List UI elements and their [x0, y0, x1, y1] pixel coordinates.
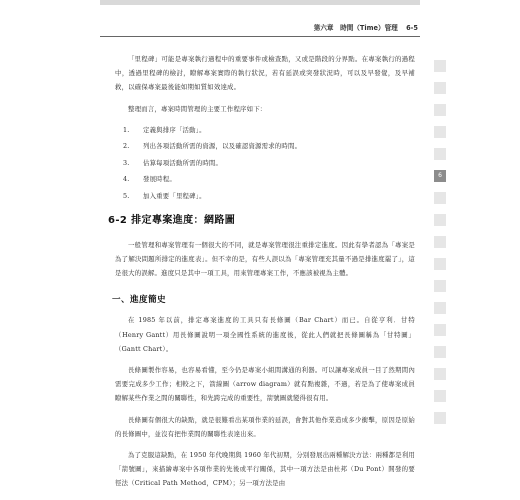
section-paragraph: 一般管理和專案管理有一個很大的不同，就是專案管理很注重排定進度。因此有學者認為「專案是為了解決問題所排定的進度表」。但不幸的是，有些人誤以為「專案管理充其量不過是排進度罷了」，這是很大的誤解。進度只是其中一項工具，用來管理專案工作，不應該被視為主體。 [115, 240, 415, 277]
list-item: 1. 定義與排序「活動」。 [123, 125, 206, 134]
page-body [108, 52, 415, 498]
subsection-paragraph-2: 長條圖製作容易，也容易看懂，至今仍是專案小組間溝通的利器。可以讓專案成員一目了然期間內需要完成多少工作；相較之下，箭線圖（arrow diagram）就有點複雜，不過，若是為了使專案成員瞭解某些作業之間的關聯性，和先跨完成的重要性，箭號圖就變得很有用。 [115, 365, 415, 403]
page-number: 6-5 [406, 24, 418, 32]
subsection-title: 一、進度簡史 [112, 295, 166, 306]
subsection-paragraph-1: 在 1985 年以前，排定專案進度的工具只有長條圖（Bar Chart）而已。自從亨利．甘特（Henry Gantt）用長條圖說明一項全國性系統的進度後，從此人們就把長條圖稱為「甘特圖」（Gantt Chart）。 [115, 316, 415, 353]
list-item: 3. 估算每項活動所需的時間。 [123, 158, 223, 167]
chapter-tab [434, 368, 446, 380]
list-item: 4. 發展時程。 [123, 175, 176, 184]
chapter-tab [434, 236, 446, 248]
chapter-tab [434, 148, 446, 160]
header-divider [100, 36, 420, 37]
chapter-title: 第六章 時間（Time）管理 [313, 24, 398, 32]
chapter-tab-active: 6 [434, 170, 446, 182]
chapter-tab [434, 126, 446, 138]
chapter-tab [434, 302, 446, 314]
chapter-tab [434, 390, 446, 402]
intro-paragraph-2: 整理而言，專案時間管理的主要工作程序如下： [128, 104, 267, 113]
steps-list [115, 122, 415, 205]
subsection-paragraph-3: 長條圖有個很大的缺點，就是很難看出某項作業的延誤，會對其他作業造成多少衝擊，原因是原始的長條圖中，並沒有把作業間的關聯性表達出來。 [115, 415, 415, 438]
chapter-tab [434, 192, 446, 204]
list-item: 5. 加入重要「里程碑」。 [123, 191, 206, 200]
chapter-tab [434, 346, 446, 358]
chapter-tab [434, 280, 446, 292]
chapter-tab [434, 412, 446, 424]
chapter-tab [434, 104, 446, 116]
chapter-tab [434, 324, 446, 336]
page-header [100, 22, 418, 34]
section-title: 6-2 排定專案進度：網路圖 [108, 215, 236, 227]
chapter-tab [434, 60, 446, 72]
chapter-tab [434, 214, 446, 226]
chapter-tab [434, 82, 446, 94]
top-gray-bar [100, 0, 420, 5]
subsection-paragraph-4: 為了克服這缺點，在 1950 年代晚期與 1960 年代初期，分別發展出兩種解決方法：兩種都是利用「箭號圖」，來描繪專案中各項作業的先後或平行關係，其中一項方法是由杜邦（Du Pont）開發的要徑法（Critical Path Method，CPM）；另一項方法是由 [115, 450, 415, 488]
list-item: 2. 列出各項活動所需的資源，以及確認資源需求的時間。 [123, 142, 302, 151]
intro-paragraph-1: 「里程碑」可能是專案執行過程中的重要事件或檢查點，又或是階段的分界點。在專案執行的過程中，透過里程碑的檢討，瞭解專案實際的執行狀況，若有延誤或突發狀況時，可以及早發覺，及早補救，以確保專案最後能如期如質如效達成。 [115, 55, 415, 92]
chapter-tab-rail [434, 60, 446, 434]
chapter-tab [434, 258, 446, 270]
